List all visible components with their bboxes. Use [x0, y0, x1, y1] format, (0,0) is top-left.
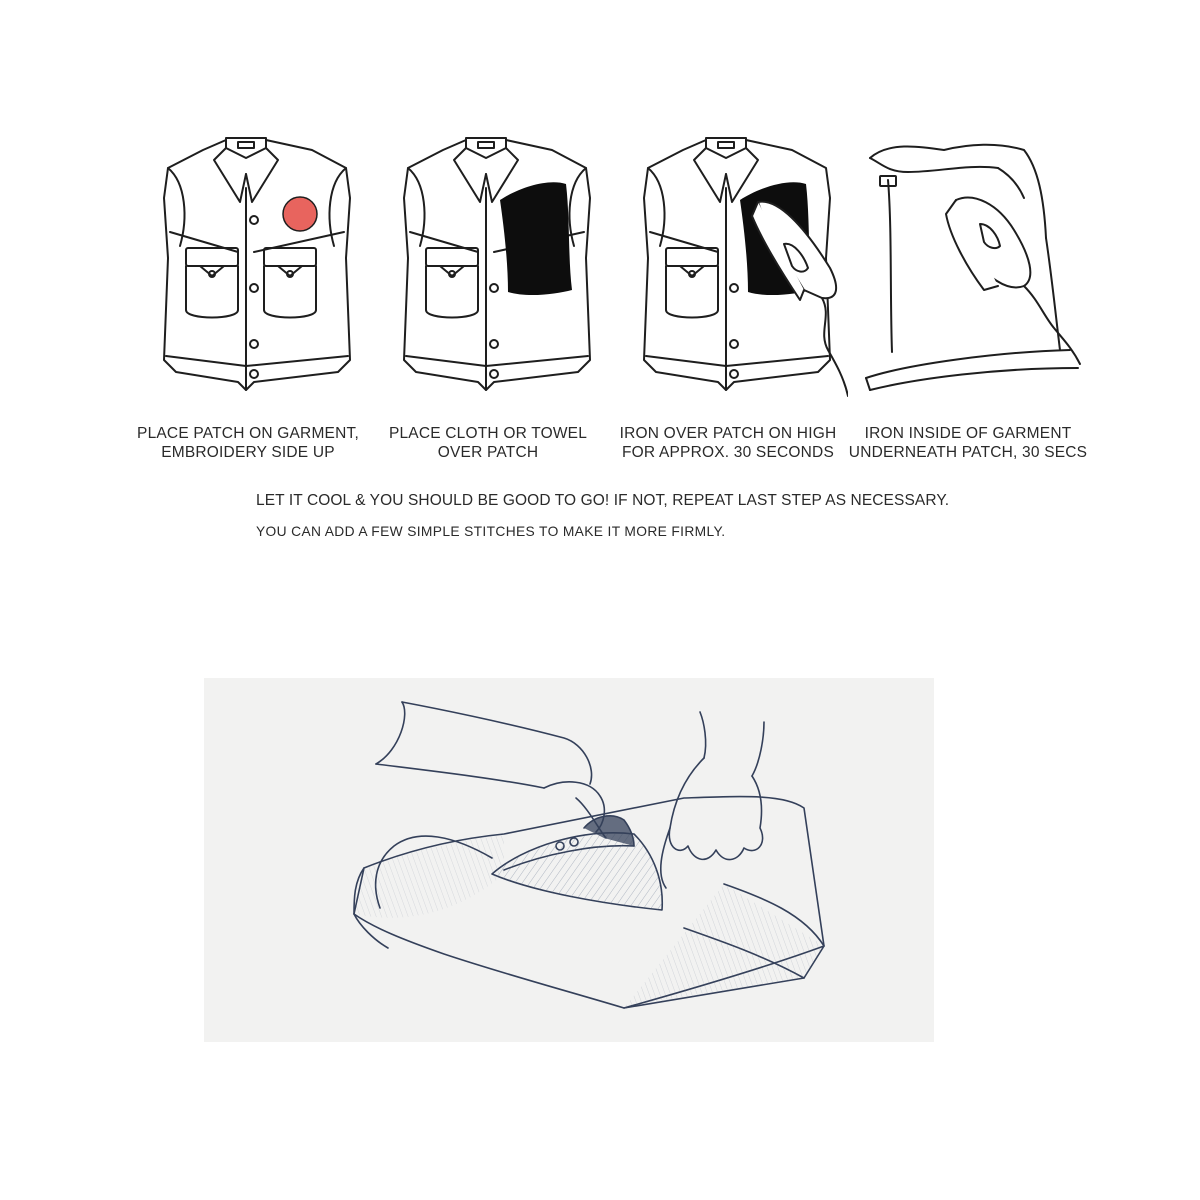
step-3-caption	[608, 424, 848, 462]
step-2-caption	[368, 424, 608, 462]
cloth-icon	[500, 182, 572, 295]
vest-with-patch-illustration	[128, 128, 368, 418]
step-2	[368, 128, 608, 468]
step-1-caption-line2: EMBROIDERY SIDE UP	[161, 444, 335, 461]
iron-icon	[752, 202, 848, 396]
step-4-caption-line2: UNDERNEATH PATCH, 30 SECS	[848, 444, 1088, 461]
step-2-caption-line2: OVER PATCH	[437, 444, 539, 461]
step-4-caption-line1: IRON INSIDE OF GARMENT	[864, 425, 1072, 442]
cool-down-note: LET IT COOL & YOU SHOULD BE GOOD TO GO! IF NOT, REPEAT LAST STEP AS NECESSARY.	[256, 492, 950, 509]
step-1-caption	[128, 424, 368, 462]
garment-inside-out-with-iron-illustration	[848, 128, 1088, 418]
stitches-note: YOU CAN ADD A FEW SIMPLE STITCHES TO MAKE IT MORE FIRMLY.	[256, 524, 726, 539]
step-2-caption-line1: PLACE CLOTH OR TOWEL	[388, 425, 588, 442]
iron-icon	[946, 198, 1080, 364]
patch-icon	[283, 197, 317, 231]
step-3	[608, 128, 848, 468]
step-4	[848, 128, 1088, 468]
vest-with-cloth-illustration	[368, 128, 608, 418]
step-1-caption-line1: PLACE PATCH ON GARMENT,	[137, 425, 359, 442]
instruction-steps	[128, 128, 1088, 468]
step-4-caption	[848, 424, 1088, 462]
step-3-caption-line2: FOR APPROX. 30 SECONDS	[622, 444, 834, 461]
step-1	[128, 128, 368, 468]
vest-with-iron-illustration	[608, 128, 848, 418]
ironing-sketch-panel	[204, 678, 934, 1042]
step-3-caption-line1: IRON OVER PATCH ON HIGH	[619, 425, 837, 442]
hand-ironing-sketch	[204, 678, 934, 1042]
